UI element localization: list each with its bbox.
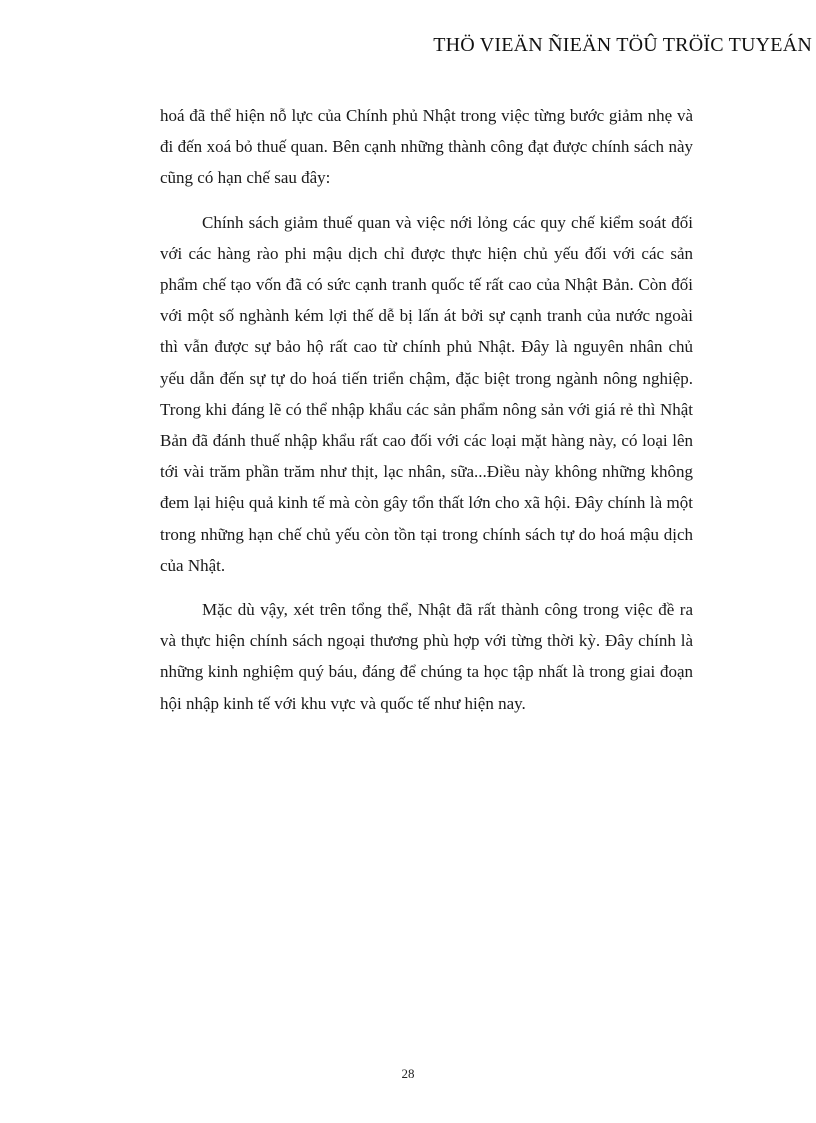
page-number: 28 <box>401 1066 415 1081</box>
paragraph-continuation: hoá đã thể hiện nỗ lực của Chính phủ Nhật trong việc từng bước giảm nhẹ và đi đến xoá bỏ thuế quan. Bên cạnh những thành công đạt được chính sách này cũng có hạn chế sau đây: <box>160 106 693 188</box>
page-header-title: THÖ VIEÄN ÑIEÄN TÖÛ TRÖÏC TUYEÁN <box>433 34 812 56</box>
paragraph-conclusion: Mặc dù vậy, xét trên tổng thể, Nhật đã rất thành công trong việc đề ra và thực hiện chính sách ngoại thương phù hợp với từng thời kỳ. Đây chính là những kinh nghiệm quý báu, đáng để chúng ta học tập nhất là trong giai đoạn hội nhập kinh tế với khu vực và quốc tế như hiện nay. <box>160 600 693 713</box>
paragraph-limitations: Chính sách giảm thuế quan và việc nới lỏng các quy chế kiểm soát đối với các hàng rào phi mậu dịch chỉ được thực hiện chủ yếu đối với các sản phẩm chế tạo vốn đã có sức cạnh tranh quốc tế rất cao của Nhật Bản. Còn đối với một số nghành kém lợi thế dễ bị lấn át bởi sự cạnh tranh của nước ngoài thì vẫn được sự bảo hộ rất cao từ chính phủ Nhật. Đây là nguyên nhân chủ yếu dẫn đến sự tự do hoá tiến triển chậm, đặc biệt trong ngành nông nghiệp. Trong khi đáng lẽ có thể nhập khẩu các sản phẩm nông sản với giá rẻ thì Nhật Bản đã đánh thuế nhập khẩu rất cao đối với các loại mặt hàng này, có loại lên tới vài trăm phần trăm như thịt, lạc nhân, sữa...Điều này không những không đem lại hiệu quả kinh tế mà còn gây tổn thất lớn cho xã hội. Đây chính là một trong những hạn chế chủ yếu còn tồn tại trong chính sách tự do hoá mậu dịch của Nhật. <box>160 212 693 575</box>
document-body <box>160 100 693 732</box>
